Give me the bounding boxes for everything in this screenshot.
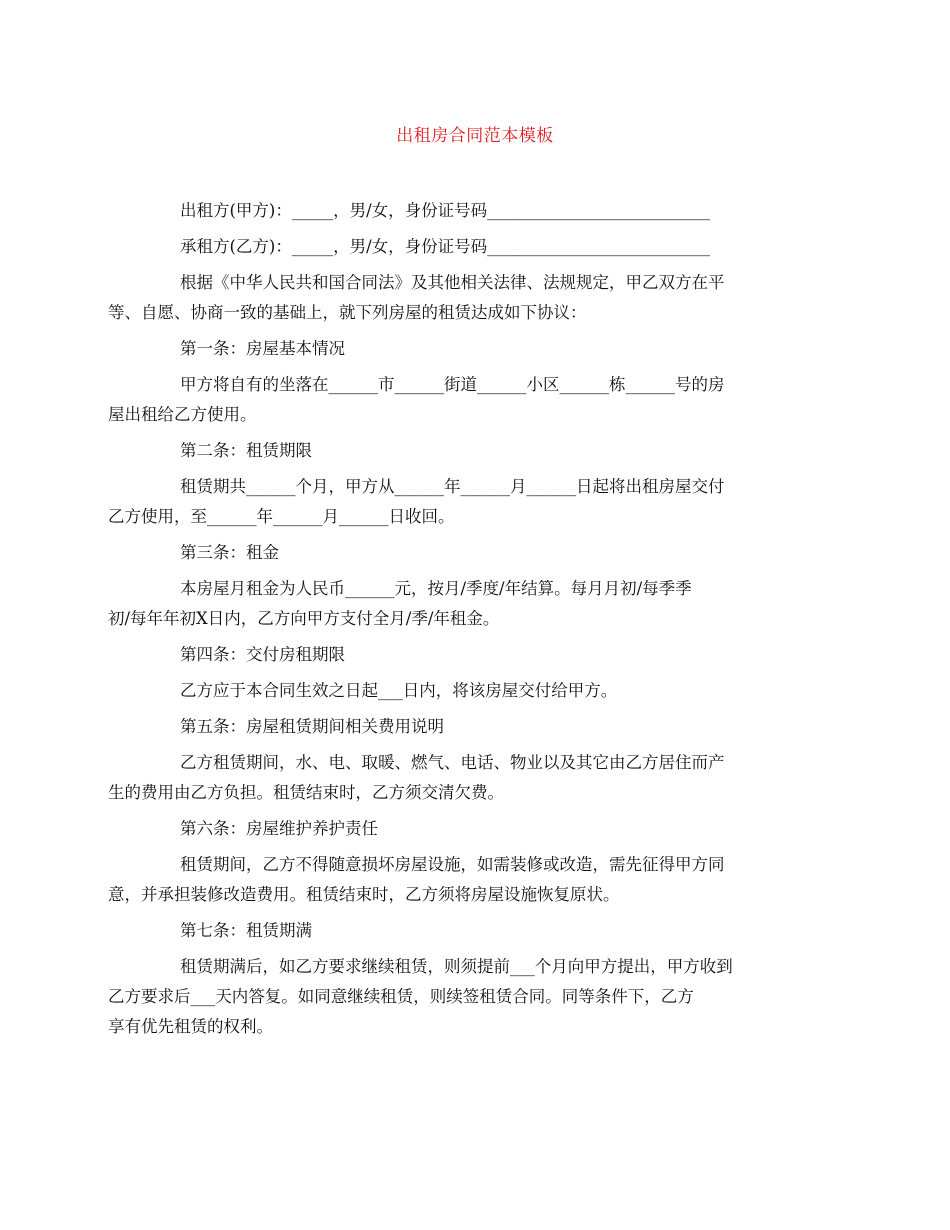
paragraph [108,748,800,808]
paragraph [144,916,800,946]
paragraph-line: 承租方(乙方)：_____，男/女，身份证号码___________________________ [180,237,710,256]
paragraph [144,814,800,844]
paragraph-line: 甲方将自有的坐落在______市______街道______小区______栋______号的房 [180,375,725,394]
paragraph [108,574,800,634]
document-title: 出租房合同范本模板 [396,126,554,146]
paragraph-line: 第二条：租赁期限 [180,441,312,460]
paragraph-line: 租赁期间，乙方不得随意损坏房屋设施，如需装修或改造，需先征得甲方同 [180,855,725,874]
paragraph-line: 乙方租赁期间，水、电、取暖、燃气、电话、物业以及其它由乙方居住而产 [180,753,725,772]
paragraph-line: 第七条：租赁期满 [180,921,312,940]
paragraph-line: 意，并承担装修改造费用。租赁结束时，乙方须将房屋设施恢复原状。 [108,885,620,904]
paragraph-line: 第一条：房屋基本情况 [180,339,345,358]
paragraph-line: 根据《中华人民共和国合同法》及其他相关法律、法规规定，甲乙双方在平 [180,273,725,292]
paragraph [108,268,800,328]
paragraph [108,952,800,1042]
paragraph-line: 第五条：房屋租赁期间相关费用说明 [180,717,444,736]
paragraph-line: 生的费用由乙方负担。租赁结束时，乙方须交清欠费。 [108,783,504,802]
paragraph [144,232,800,262]
paragraph-line: 出租方(甲方)：_____，男/女，身份证号码___________________________ [180,201,710,220]
paragraph [144,538,800,568]
document-body [108,196,800,1042]
paragraph-line: 等、自愿、协商一致的基础上，就下列房屋的租赁达成如下协议： [108,303,587,322]
paragraph [144,676,800,706]
paragraph-line: 屋出租给乙方使用。 [108,405,257,424]
paragraph [144,436,800,466]
paragraph [144,196,800,226]
paragraph-line: 租赁期满后，如乙方要求继续租赁，则须提前___个月向甲方提出，甲方收到 [180,957,733,976]
paragraph-line: 初/每年年初X日内，乙方向甲方支付全月/季/年租金。 [108,609,500,628]
paragraph [144,640,800,670]
paragraph [108,370,800,430]
paragraph-line: 乙方要求后___天内答复。如同意继续租赁，则续签租赁合同。同等条件下，乙方 [108,987,694,1006]
paragraph-line: 第六条：房屋维护养护责任 [180,819,378,838]
paragraph-line: 乙方应于本合同生效之日起___日内，将该房屋交付给甲方。 [180,681,618,700]
paragraph [144,712,800,742]
paragraph [108,472,800,532]
paragraph-line: 租赁期共______个月，甲方从______年______月______日起将出租房屋交付 [180,477,725,496]
paragraph-line: 乙方使用，至______年______月______日收回。 [108,507,455,526]
paragraph-line: 享有优先租赁的权利。 [108,1017,273,1036]
paragraph-line: 第三条：租金 [180,543,279,562]
paragraph-line: 第四条：交付房租期限 [180,645,345,664]
paragraph [144,334,800,364]
paragraph [108,850,800,910]
paragraph-line: 本房屋月租金为人民币______元，按月/季度/年结算。每月月初/每季季 [180,579,692,598]
